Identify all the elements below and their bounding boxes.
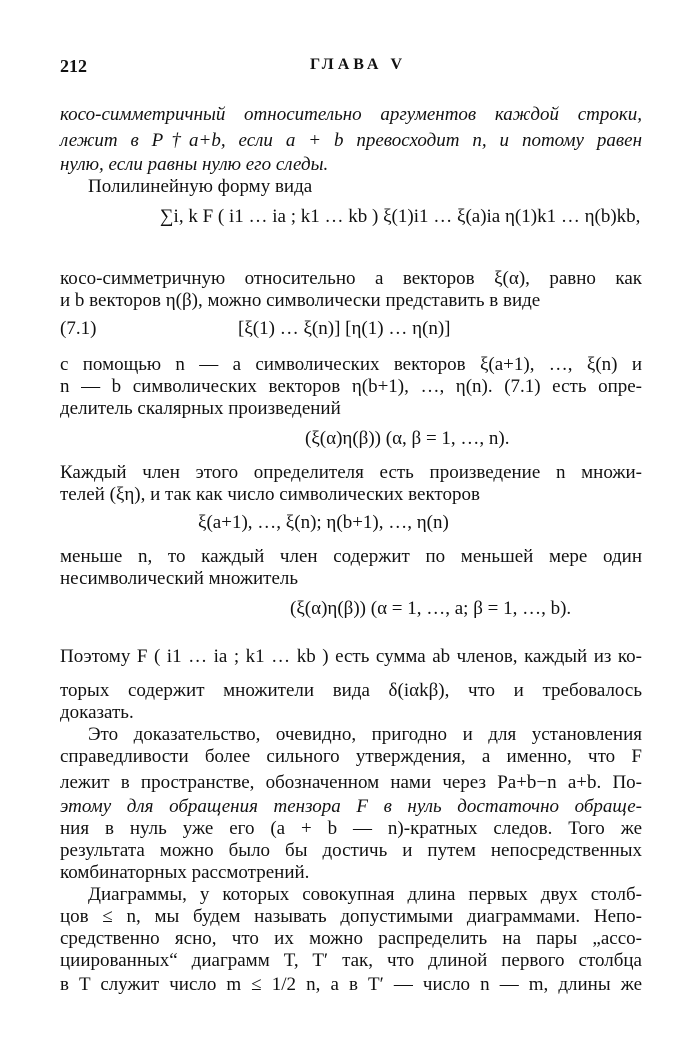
page-number: 212 xyxy=(60,56,87,76)
text-line: торых содержит множители вида δ(iαkβ), что и требовалось xyxy=(60,680,642,701)
text-line: косо-симметричную относительно a векторов ξ(α), равно как xyxy=(60,268,642,289)
equation-number: (7.1) xyxy=(60,318,97,339)
text-line: этому для обращения тензора F в нуль достаточно обраще- xyxy=(60,796,642,817)
chapter-title: ГЛАВА V xyxy=(310,56,407,73)
symbolic-vectors-formula: ξ(a+1), …, ξ(n); η(b+1), …, η(n) xyxy=(198,512,449,533)
text-line: Диаграммы, у которых совокупная длина первых двух столб- xyxy=(88,884,642,905)
text-line: телей (ξη), и так как число символических векторов xyxy=(60,484,480,505)
text-line: в T служит число m ≤ 1/2 n, а в T′ — число n — m, длины же xyxy=(60,974,642,995)
text-line: справедливости более сильного утверждения, а именно, что F xyxy=(60,746,642,767)
text-line: и b векторов η(β), можно символически представить в виде xyxy=(60,290,541,311)
formula-7-1: [ξ(1) … ξ(n)] [η(1) … η(n)] xyxy=(238,318,451,339)
text-line: ния в нуль уже его (a + b — n)-кратных следов. Того же xyxy=(60,818,642,839)
nonsymbolic-factor-formula: (ξ(α)η(β)) (α = 1, …, a; β = 1, …, b). xyxy=(290,598,572,619)
text-line: меньше n, то каждый член содержит по меньшей мере один xyxy=(60,546,642,567)
text-line: циированных“ диаграмм T, T′ так, что длиной первого столбца xyxy=(60,950,642,971)
text-line: Полилинейную форму вида xyxy=(88,176,313,197)
text-line: косо-симметричный относительно аргументов каждой строки, xyxy=(60,104,642,125)
multilinear-form-formula: ∑i, k F ( i1 … ia ; k1 … kb ) ξ(1)i1 … ξ(a)ia η(1)k1 … η(b)kb, xyxy=(160,206,641,227)
text-line: результата можно было бы достичь и путем непосредственных xyxy=(60,840,642,861)
text-line: Поэтому F ( i1 … ia ; k1 … kb ) есть сумма ab членов, каждый из ко- xyxy=(60,646,642,667)
text-line: лежит в P†a+b, если a + b превосходит n, и потому равен xyxy=(60,130,642,151)
text-line: Каждый член этого определителя есть произведение n множи- xyxy=(60,462,642,483)
scalar-product-formula: (ξ(α)η(β)) (α, β = 1, …, n). xyxy=(305,428,510,449)
text-line: комбинаторных рассмотрений. xyxy=(60,862,310,883)
text-line: цов ≤ n, мы будем называть допустимыми диаграммами. Непо- xyxy=(60,906,642,927)
text-line: средственно ясно, что их можно распределить на пары „ассо- xyxy=(60,928,642,949)
text-line: делитель скалярных произведений xyxy=(60,398,341,419)
text-line: n — b символических векторов η(b+1), …, η(n). (7.1) есть опре- xyxy=(60,376,642,397)
text-line: несимволический множитель xyxy=(60,568,299,589)
text-line: Это доказательство, очевидно, пригодно и для установления xyxy=(88,724,642,745)
text-line: лежит в пространстве, обозначенном нами через Pa+b−n a+b. По- xyxy=(60,772,642,793)
text-line: доказать. xyxy=(60,702,134,723)
text-line: нулю, если равны нулю его следы. xyxy=(60,154,329,175)
text-line: с помощью n — a символических векторов ξ(a+1), …, ξ(n) и xyxy=(60,354,642,375)
